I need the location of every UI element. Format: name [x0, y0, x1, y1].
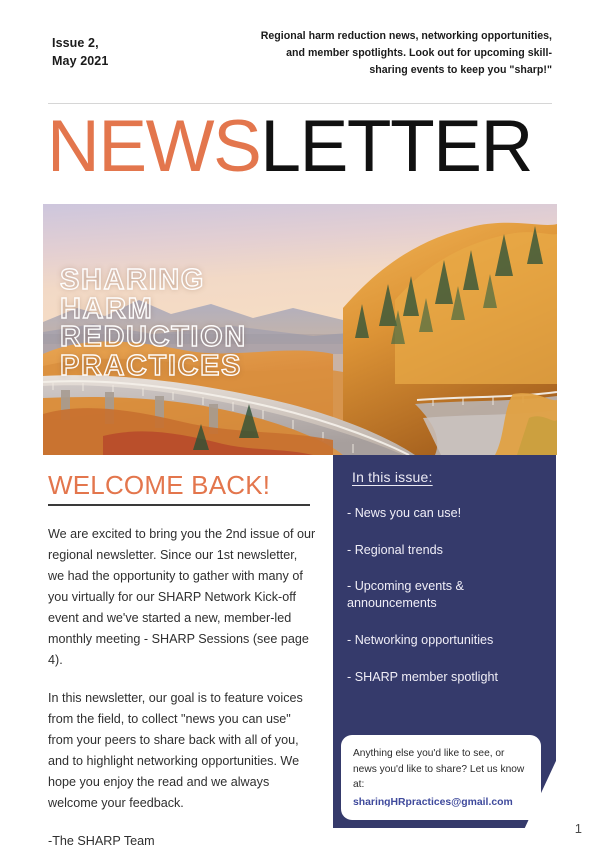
wordmark-rest: LETTER [260, 106, 532, 187]
feedback-callout [341, 735, 541, 815]
toc-heading: In this issue: [352, 469, 433, 485]
hero-caption-line-3: REDUCTION [60, 323, 360, 352]
header-tagline: Regional harm reduction news, networking opportunities, and member spotlights. Look out for upcoming skill-sharing events to keep you "sharp!" [260, 30, 552, 77]
issue-info [52, 34, 182, 70]
page-title [47, 106, 567, 187]
welcome-paragraph-1: We are excited to bring you the 2nd issue of our regional newsletter. Since our 1st newsletter, we had the opportunity to gather with many of you virtually for our SHARP Network Kick-off event and we've started a new, member-led monthly meeting - SHARP Sessions (see page 4). [48, 527, 316, 668]
header-bar [0, 28, 600, 88]
contact-email-link[interactable]: sharingHRpractices@gmail.com [353, 796, 513, 808]
issue-number: Issue 2, [52, 36, 99, 50]
speech-bubble-tail-icon [369, 806, 388, 819]
welcome-body [48, 524, 316, 848]
list-item[interactable]: - SHARP member spotlight [347, 669, 498, 684]
toc-list [347, 505, 547, 705]
wordmark-accent: NEWS [47, 106, 261, 187]
hero-image [43, 204, 557, 455]
hero-caption-line-4: PRACTICES [60, 352, 360, 381]
welcome-signature: -The SHARP Team [48, 834, 155, 848]
issue-date: May 2021 [52, 54, 109, 69]
hero-caption-line-2: HARM [60, 295, 360, 324]
header-divider [48, 103, 552, 104]
list-item[interactable]: - Upcoming events & announcements [347, 579, 464, 611]
welcome-heading: WELCOME BACK! [48, 470, 271, 500]
page-number: 1 [574, 821, 582, 836]
hero-caption-line-1: SHARING [60, 266, 360, 295]
welcome-divider [48, 504, 310, 506]
list-item[interactable]: - Networking opportunities [347, 632, 494, 647]
list-item[interactable]: - News you can use! [347, 506, 462, 520]
list-item[interactable]: - Regional trends [347, 542, 443, 557]
welcome-paragraph-2: In this newsletter, our goal is to feature voices from the field, to collect "news you can use" from your peers to share back with all of you, and to highlight networking opportunities. We hope you enjoy the read and we always welcome your feedback. [48, 691, 303, 811]
hero-caption [60, 266, 360, 381]
callout-text: Anything else you'd like to see, or news you'd like to share? Let us know at: [353, 748, 525, 790]
